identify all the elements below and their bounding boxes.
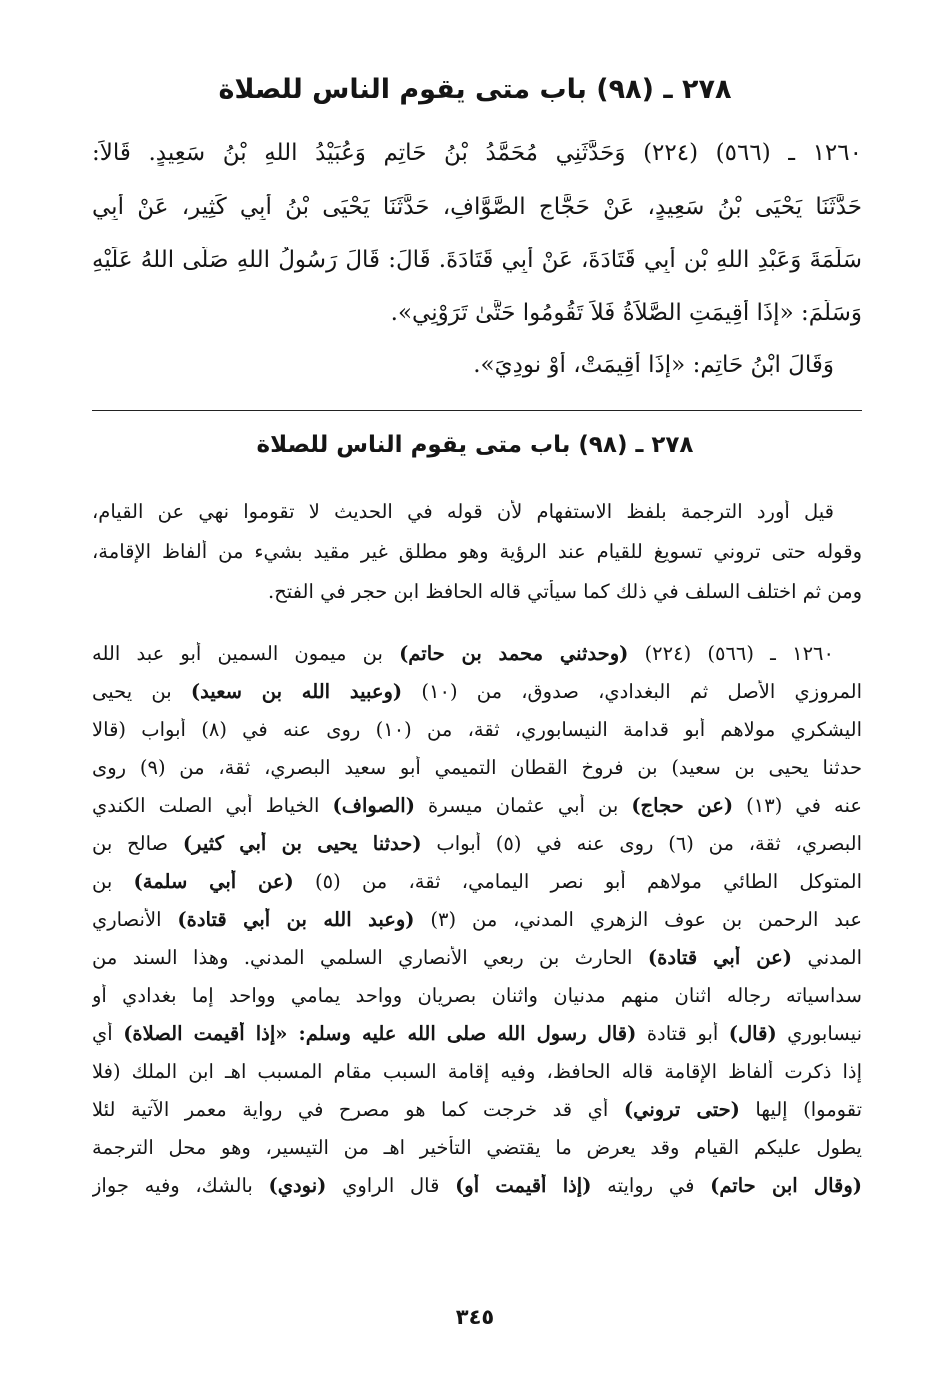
sharh-line: ١٢٦٠ ـ (٥٦٦) (٢٢٤) (وحدثني محمد بن حاتم) بن ميمون السمين أبو عبد الله bbox=[92, 642, 834, 665]
sharh-line: سداسياته رجاله اثنان منهم مدنيان واثنان بصريان وواحد يمامي وواحد إما بغدادي أو bbox=[92, 984, 862, 1007]
hadith-line: وَسَلَّمَ: «إِذَا أُقِيمَتِ الصَّلاَةُ فَلاَ تَقُومُوا حَتَّىٰ تَرَوْنِي». bbox=[390, 300, 862, 326]
page-number: ٣٤٥ bbox=[455, 1305, 495, 1329]
sharh-line: عبد الرحمن بن عوف الزهري المدني، من (٣) (وعبد الله بن أبي قتادة) الأنصاري bbox=[92, 908, 862, 931]
sharh-line: البصري، ثقة، من (٦) روى عنه في (٥) أبواب (حدثنا يحيى بن أبي كثير) صالح بن bbox=[92, 832, 862, 855]
intro-line: قيل أورد الترجمة بلفظ الاستفهام لأن قوله في الحديث لا تقوموا نهي عن القيام، bbox=[92, 500, 834, 523]
hadith-line: سَلَمَةَ وَعَبْدِ اللهِ بْنِ أَبِي قَتَادَةَ، عَنْ أَبِي قَتَادَةَ. قَالَ: قَالَ رَسُولُ اللهِ صَلَّى اللهُ عَلَيْهِ bbox=[92, 247, 862, 273]
section-divider bbox=[92, 410, 862, 411]
hadith-line: ١٢٦٠ ـ (٥٦٦) (٢٢٤) وَحَدَّثَنِي مُحَمَّدُ بْنُ حَاتِمٍ وَعُبَيْدُ اللهِ بْنُ سَعِيدٍ. قَالاَ: bbox=[92, 140, 862, 166]
sharh-line: حدثنا يحيى بن سعيد) بن فروخ القطان التميمي أبو سعيد البصري، ثقة، من (٩) روى bbox=[92, 756, 862, 779]
sharh-line: عنه في (١٣) (عن حجاج) بن أبي عثمان ميسرة (الصواف) الخياط أبي الصلت الكندي bbox=[92, 794, 862, 817]
sharh-line: نيسابوري (قال) أبو قتادة (قال رسول الله صلى الله عليه وسلم: «إذا أقيمت الصلاة) أي bbox=[92, 1022, 862, 1045]
sharh-line: المروزي الأصل ثم البغدادي، صدوق، من (١٠) (وعبيد الله بن سعيد) بن يحيى bbox=[92, 680, 862, 703]
intro-line: وقوله حتى تروني تسويغ للقيام عند الرؤية وهو مطلق غير مقيد بشيء من ألفاظ الإقامة، bbox=[92, 540, 862, 563]
sharh-line: اليشكري مولاهم أبو قدامة النيسابوري، ثقة، من (١٠) روى عنه في (٨) أبواب (قالا bbox=[92, 718, 862, 741]
sharh-line: المدني (عن أبي قتادة) الحارث بن ربعي الأنصاري السلمي المدني. وهذا السند من bbox=[92, 946, 862, 969]
hadith-line: وَقَالَ ابْنُ حَاتِمٍ: «إِذَا أُقِيمَتْ، أَوْ نودِيَ». bbox=[473, 352, 834, 378]
chapter-title: ٢٧٨ ـ (٩٨) باب متى يقوم الناس للصلاة bbox=[218, 74, 732, 105]
sharh-line: إذا ذكرت ألفاظ الإقامة قاله الحافظ، وفيه إقامة السبب مقام المسبب اهـ ابن الملك (فلا bbox=[92, 1060, 862, 1083]
intro-line: ومن ثم اختلف السلف في ذلك كما سيأتي قاله الحافظ ابن حجر في الفتح. bbox=[268, 580, 862, 603]
sharh-line: المتوكل الطائي مولاهم أبو نصر اليمامي، ثقة، من (٥) (عن أبي سلمة) بن bbox=[92, 870, 862, 893]
sharh-line: (وقال ابن حاتم) في روايته (إذا أقيمت أو) قال الراوي (نودي) بالشك، وفيه جواز bbox=[92, 1174, 862, 1197]
sharh-line: تقوموا) إليها (حتى تروني) أي قد خرجت كما هو مصرح في رواية معمر الآتية لئلا bbox=[92, 1098, 862, 1121]
commentary-title: ٢٧٨ ـ (٩٨) باب متى يقوم الناس للصلاة bbox=[256, 432, 694, 458]
sharh-line: يطول عليكم القيام وقد يعرض ما يقتضي التأخير اهـ من التيسير، وهو محل الترجمة bbox=[92, 1136, 862, 1159]
hadith-line: حَدَّثَنَا يَحْيَى بْنُ سَعِيدٍ، عَنْ حَجَّاجٍ الصَّوَّافِ، حَدَّثَنَا يَحْيَى بْنُ أَبِي كَثِيرٍ، عَنْ أَبِي bbox=[92, 194, 862, 220]
